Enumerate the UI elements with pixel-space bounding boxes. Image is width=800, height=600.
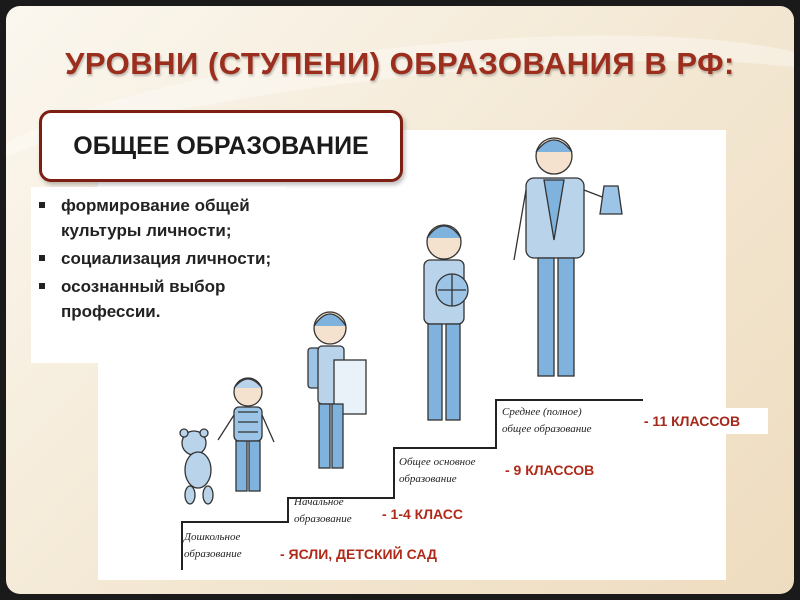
goal-item: социализация личности; [61, 246, 286, 271]
middle-pupil-figure [424, 225, 468, 420]
step-basic-name: Общее основное образование [399, 456, 476, 485]
slide [6, 6, 794, 594]
subtitle-text: ОБЩЕЕ ОБРАЗОВАНИЕ [73, 131, 369, 160]
toddler-figure [218, 378, 274, 491]
slide-title: УРОВНИ (СТУПЕНИ) ОБРАЗОВАНИЯ В РФ: [65, 46, 735, 81]
step-preschool-name: Дошкольное образование [184, 531, 242, 560]
primary-pupil-figure [308, 312, 366, 468]
step-preschool-grades: - ЯСЛИ, ДЕТСКИЙ САД [280, 546, 437, 562]
subtitle-box [39, 110, 403, 182]
teddy-bear-icon [180, 429, 213, 504]
senior-pupil-figure [514, 138, 622, 376]
step-primary-name: Начальное образование [294, 496, 352, 525]
goal-item: формирование общей культуры личности; [61, 193, 286, 243]
goal-item: осознанный выбор профессии. [61, 274, 286, 324]
step-basic-grades: - 9 КЛАССОВ [505, 462, 595, 478]
goals-list [31, 187, 286, 363]
step-secondary-grades: - 11 КЛАССОВ [616, 408, 768, 434]
step-primary-grades: - 1-4 КЛАСС [382, 506, 464, 522]
step-secondary-name: Среднее (полное) общее образование [502, 406, 592, 435]
